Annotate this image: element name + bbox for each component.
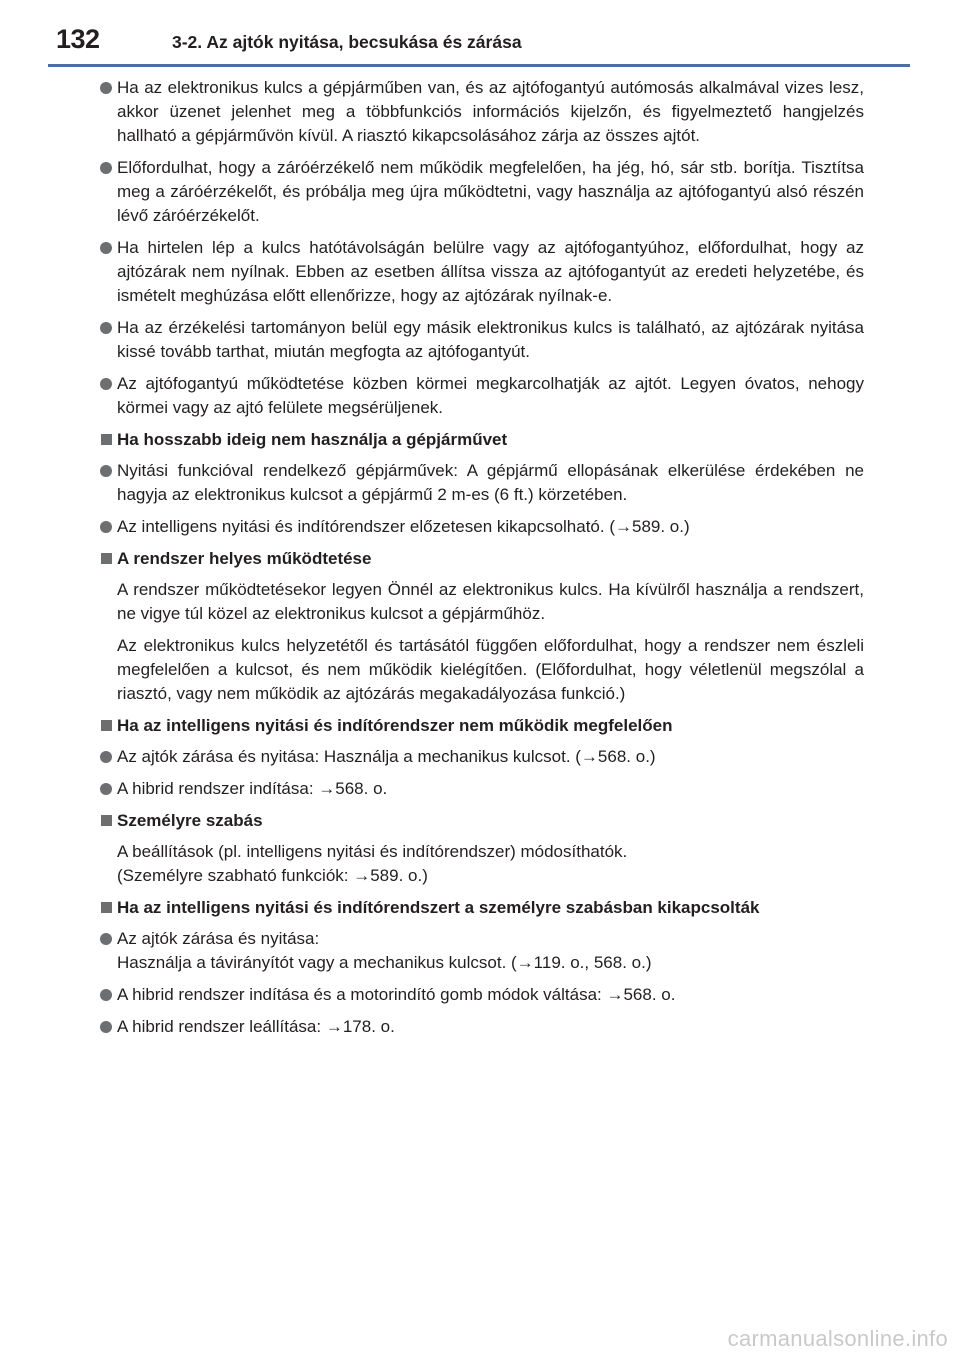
section-heading-malfunction	[100, 714, 864, 738]
bullet-dot-icon	[100, 933, 112, 945]
bullet-text: Nyitási funkcióval rendelkező gépjárművek: A gépjármű ellopásának elkerülése érdekében ne hagyja az elektronikus kulcsot a gépjármű 2 m-es (6 ft.) körzetében.	[117, 461, 864, 504]
bullet-dot-icon	[100, 989, 112, 1001]
bullet-text: Az intelligens nyitási és indítórendszer előzetesen kikapcsolható. (→589. o.)	[117, 517, 690, 536]
section-heading-text: Ha hosszabb ideig nem használja a gépjárművet	[117, 430, 508, 449]
bullet-dot-icon	[100, 1021, 112, 1033]
bullet-item	[100, 515, 864, 539]
bullet-dot-icon	[100, 162, 112, 174]
bullet-item	[100, 983, 864, 1007]
bullet-dot-icon	[100, 322, 112, 334]
bullet-item	[100, 236, 864, 308]
bullet-item	[100, 372, 864, 420]
bullet-text: Előfordulhat, hogy a záróérzékelő nem működik megfelelően, ha jég, hó, sár stb. borítja. Tisztítsa meg a záróérzékelőt, és próbálja meg újra működtetni, vagy használja az ajtófogantyú alsó részén lévő záróérzékelőt.	[117, 158, 864, 225]
section-heading-text: Ha az intelligens nyitási és indítórendszert a személyre szabásban kikapcsolták	[117, 898, 760, 917]
page-content	[100, 76, 864, 1047]
bullet-item	[100, 777, 864, 801]
section-heading-customization	[100, 809, 864, 833]
bullet-dot-icon	[100, 242, 112, 254]
bullet-text-line: Az ajtók zárása és nyitása:	[117, 929, 320, 948]
bullet-dot-icon	[100, 751, 112, 763]
header-rule	[48, 64, 910, 67]
section-heading-disabled	[100, 896, 864, 920]
bullet-item	[100, 76, 864, 148]
bullet-item	[100, 316, 864, 364]
page-number: 132	[56, 24, 100, 54]
square-bullet-icon	[101, 902, 112, 913]
watermark: carmanualsonline.info	[727, 1326, 948, 1351]
bullet-item	[100, 459, 864, 507]
paragraph-line: (Személyre szabható funkciók: →589. o.)	[117, 866, 428, 885]
bullet-dot-icon	[100, 521, 112, 533]
bullet-text: Ha hirtelen lép a kulcs hatótávolságán belülre vagy az ajtófogantyúhoz, előfordulhat, hogy az ajtózárak nem nyílnak. Ebben az esetben állítsa vissza az ajtófogantyút az eredeti helyzetébe, és ismételt meghúzása előtt ellenőrizze, hogy az ajtózárak nyílnak-e.	[117, 238, 864, 305]
paragraph	[100, 840, 864, 888]
square-bullet-icon	[101, 553, 112, 564]
bullet-item	[100, 156, 864, 228]
bullet-item	[100, 1015, 864, 1039]
bullet-text: Ha az elektronikus kulcs a gépjárműben van, és az ajtófogantyú autómosás alkalmával vizes lesz, akkor üzenet jelenhet meg a többfunkciós információs kijelzőn, és figyelmeztető hangjelzés hallható a gépjárművön kívül. A riasztó kikapcsolásához zárja az összes ajtót.	[117, 78, 864, 145]
chapter-title: 3-2. Az ajtók nyitása, becsukása és zárása	[172, 32, 522, 52]
bullet-dot-icon	[100, 465, 112, 477]
bullet-text: Az ajtók zárása és nyitása: Használja a mechanikus kulcsot. (→568. o.)	[117, 747, 656, 766]
bullet-dot-icon	[100, 783, 112, 795]
bullet-text: A hibrid rendszer leállítása: →178. o.	[117, 1017, 395, 1036]
bullet-text: A hibrid rendszer indítása: →568. o.	[117, 779, 388, 798]
paragraph: Az elektronikus kulcs helyzetétől és tartásától függően előfordulhat, hogy a rendszer nem észleli megfelelően a kulcsot, és nem működik kielégítően. (Előfordulhat, hogy véletlenül megszólal a riasztó, vagy nem működik az ajtózárás megakadályozása funkció.)	[117, 636, 864, 703]
bullet-text: Ha az érzékelési tartományon belül egy másik elektronikus kulcs is található, az ajtózárak nyitása kissé tovább tarthat, miután megfogta az ajtófogantyút.	[117, 318, 864, 361]
bullet-dot-icon	[100, 82, 112, 94]
section-heading-text: A rendszer helyes működtetése	[117, 549, 372, 568]
section-heading-correct-operation	[100, 547, 864, 571]
bullet-item	[100, 745, 864, 769]
paragraph-line: A beállítások (pl. intelligens nyitási és indítórendszer) módosíthatók.	[117, 842, 628, 861]
section-heading-long-absence	[100, 428, 864, 452]
square-bullet-icon	[101, 815, 112, 826]
page-header	[56, 22, 904, 62]
square-bullet-icon	[101, 434, 112, 445]
bullet-dot-icon	[100, 378, 112, 390]
bullet-item	[100, 927, 864, 975]
paragraph: A rendszer működtetésekor legyen Önnél az elektronikus kulcs. Ha kívülről használja a rendszert, ne vigye túl közel az elektronikus kulcsot a gépjárműhöz.	[117, 580, 864, 623]
bullet-text: A hibrid rendszer indítása és a motorindító gomb módok váltása: →568. o.	[117, 985, 676, 1004]
section-heading-text: Személyre szabás	[117, 811, 263, 830]
square-bullet-icon	[101, 720, 112, 731]
bullet-text-line: Használja a távirányítót vagy a mechanikus kulcsot. (→119. o., 568. o.)	[117, 953, 652, 972]
section-heading-text: Ha az intelligens nyitási és indítórendszer nem működik megfelelően	[117, 716, 673, 735]
bullet-text: Az ajtófogantyú működtetése közben körmei megkarcolhatják az ajtót. Legyen óvatos, nehogy körmei vagy az ajtó felülete megsérüljenek.	[117, 374, 864, 417]
